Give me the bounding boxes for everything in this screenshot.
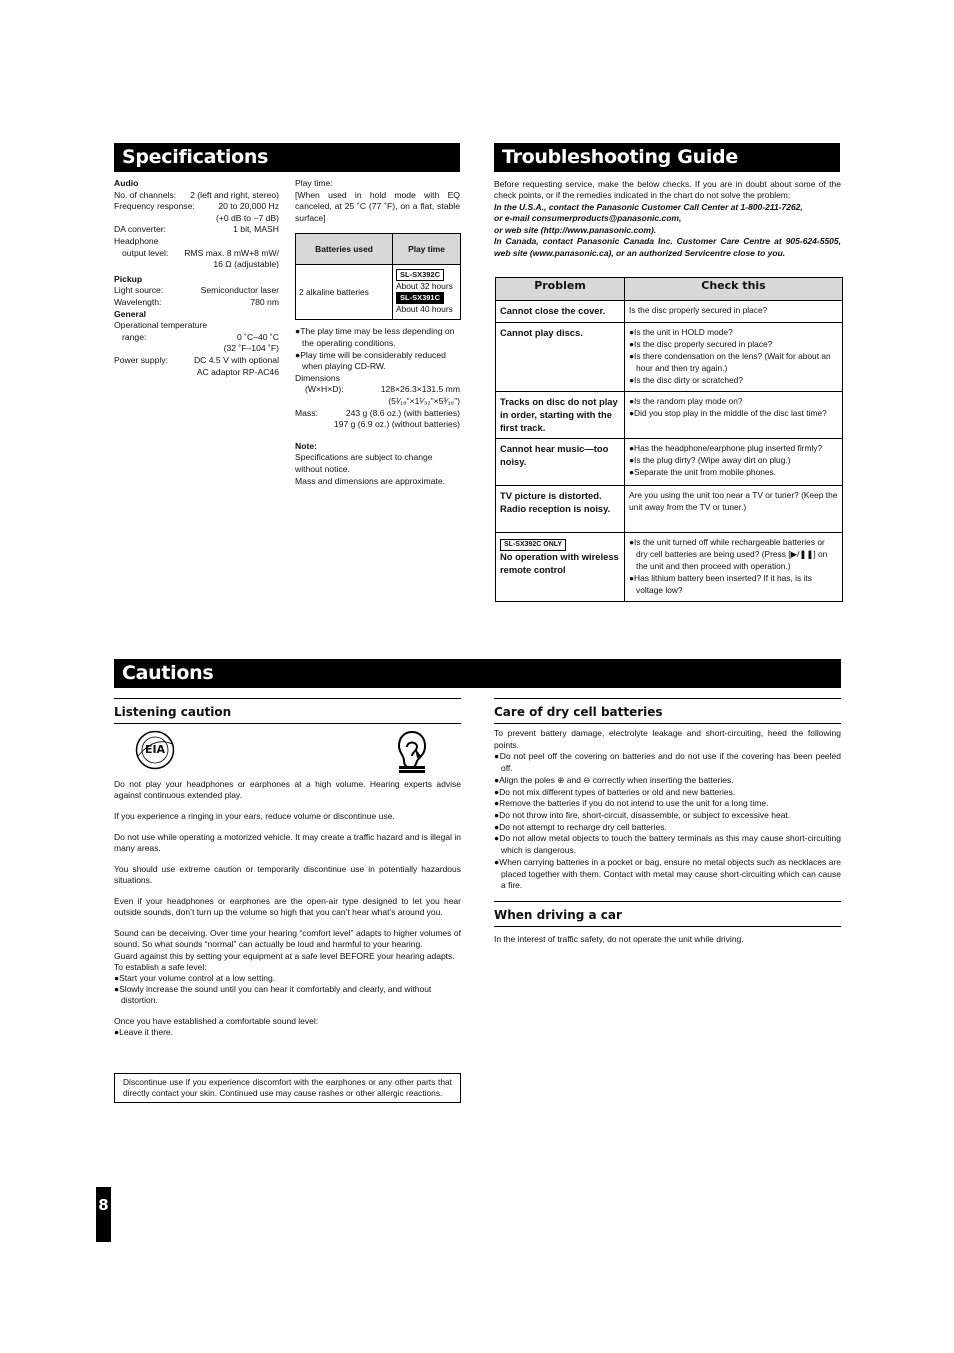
note-text: Specifications are subject to change without notice. [295,452,433,474]
check-item: ●Is the disc dirty or scratched? [629,374,743,385]
pickup-heading: Pickup [114,273,143,284]
model-label: SL-SX391C [396,292,444,304]
check-item: Are you using the unit too near a TV or tuner? (Keep the unit away from the TV or tuner.) [629,490,838,513]
model-label: SL-SX392C [396,269,444,281]
note-text: Mass and dimensions are approximate. [295,475,445,486]
spec-value: 0 ˚C–40 ˚C [236,331,279,342]
play-time-value: About 32 hours [396,281,453,292]
battery-bullet: ●Do not throw into fire, short-circuit, disassemble, or subject to excessive heat. [494,810,791,821]
spec-label: DA converter: [114,224,167,235]
table-row [496,391,843,439]
problem-cell: Cannot hear music—too noisy. [496,439,625,486]
driving-heading: When driving a car [494,901,841,927]
caution-paragraph: Even if your headphones or earphones are the open-air type designed to let you hear outside sounds, don’t turn up the volume so high that you can’t hear what’s around you. [114,896,461,918]
spec-value: 1 bit, MASH [233,224,279,235]
check-cell [625,322,843,391]
play-time-note: ●The play time may be less depending on the operating conditions. [295,326,455,348]
battery-bullet: ●Do not allow metal objects to touch the battery terminals as this may cause short-circuiting which is dangerous. [494,833,841,856]
eia-logo-icon [135,730,175,770]
problem-cell: TV picture is distorted. Radio reception is noisy. [496,486,625,533]
problem-cell [496,533,625,602]
spec-value: RMS max. 8 mW+8 mW/ [184,247,279,258]
page-number: 8 [96,1187,111,1242]
battery-bullet: ●Do not attempt to recharge dry cell batteries. [494,821,667,832]
battery-bullet: ●Align the poles ⊕ and ⊖ correctly when inserting the batteries. [494,774,734,785]
spec-value: Semiconductor laser [200,285,279,296]
note-heading: Note: [295,440,317,451]
column-header: Problem [496,278,625,301]
caution-paragraph: Once you have established a comfortable sound level: [114,1015,319,1026]
problem-text: No operation with wireless remote control [500,551,619,576]
eia-logo-text: EIA [144,743,166,756]
caution-paragraph: To establish a safe level: [114,961,207,972]
check-cell [625,486,843,533]
table-cell: 2 alkaline batteries [296,265,393,320]
check-cell [625,391,843,439]
table-row [496,439,843,486]
check-item: ●Is the random play mode on? [629,395,743,406]
check-item: ●Is the disc properly secured in place? [629,338,773,349]
play-time-note: ●Play time will be considerably reduced when playing CD-RW. [295,349,446,372]
cautions-title: Cautions [114,659,841,688]
general-heading: General [114,308,147,319]
troubleshooting-intro [494,179,841,259]
caution-paragraph: If you experience a ringing in your ears, reduce volume or discontinue use. [114,811,395,822]
spec-value: (+0 dB to −7 dB) [215,212,279,223]
caution-paragraph: Do not use while operating a motorized vehicle. It may create a traffic hazard and is illegal in many areas. [114,832,461,854]
caution-bullet: ●Leave it there. [114,1026,174,1037]
battery-bullet: ●Do not mix different types of batteries or old and new batteries. [494,786,736,797]
table-row [496,533,843,602]
table-header: Batteries used [296,234,393,265]
spec-value: DC 4.5 V with optional [193,354,279,365]
skin-discomfort-box: Discontinue use if you experience discomfort with the earphones or any other parts that directly contact your skin. Continued use may cause rashes or other allergic reactions. [114,1073,461,1103]
caution-bullet: ●Slowly increase the sound until you can hear it comfortably and clearly, and without distortion. [114,983,432,1005]
spec-label: Operational temperature [114,320,208,331]
check-item: ●Is there condensation on the lens? (Wait for about an hour and then try again.) [629,350,831,373]
spec-value: 780 nm [250,296,279,307]
check-item: ●Has lithium battery been inserted? If it has, is its voltage low? [629,573,812,596]
spec-left-column [114,178,279,378]
spec-value: 243 g (8.6 oz.) (with batteries) [345,407,460,418]
check-item: ●Is the plug dirty? (Wipe away dirt on plug.) [629,455,791,466]
usa-contact: or e-mail consumerproducts@panasonic.com, [494,213,682,224]
usa-contact: or web site (http://www.panasonic.com). [494,224,657,235]
usa-contact: In the U.S.A., contact the Panasonic Customer Call Center at 1-800-211-7262, [494,201,803,212]
check-item: ●Has the headphone/earphone plug inserted firmly? [629,443,823,454]
canada-contact: In Canada, contact Panasonic Canada Inc. Customer Care Centre at 905-624-5505, web site (www.panasonic.ca), or an authorized Servicentre close to you. [494,236,841,258]
spec-value: (5¹⁄₁₆"×1¹⁄₃₂"×5³⁄₁₆") [388,395,460,406]
play-time-conditions: [When used in hold mode with EQ canceled, at 25 ˚C (77 ˚F), on a flat, stable surface] [295,189,460,223]
table-row [496,486,843,533]
check-item: ●Did you stop play in the middle of the disc last time? [629,407,827,418]
problem-cell: Tracks on disc do not play in order, starting with the first track. [496,391,625,439]
table-row [496,322,843,391]
spec-label: (W×H×D): [305,384,344,395]
caution-paragraph: Guard against this by setting your equipment at a safe level BEFORE your hearing adapts. [114,950,455,961]
spec-label: No. of channels: [114,189,177,200]
table-row [496,301,843,323]
check-cell [625,301,843,323]
play-time-value: About 40 hours [396,304,453,315]
spec-value: (32 ˚F–104 ˚F) [223,343,279,354]
check-item: ●Is the unit turned off while rechargeable batteries or dry cell batteries are being used? (Press [▶/❚❚] on the unit and then proceed with operation.) [629,537,828,572]
spec-label: Mass: [295,407,318,418]
battery-bullet: ●Remove the batteries if you do not intend to use the unit for a long time. [494,798,769,809]
spec-value: AC adaptor RP-AC46 [196,366,279,377]
caution-bullet: ●Start your volume control at a low setting. [114,972,276,983]
listening-caution-text [114,779,461,1038]
check-cell [625,439,843,486]
model-label: SL-SX392C ONLY [500,539,566,551]
spec-label: Power supply: [114,354,168,365]
spec-label: output level: [122,247,169,258]
spec-value: 197 g (6.9 oz.) (without batteries) [333,419,460,430]
problem-cell: Cannot play discs. [496,322,625,391]
spec-right-column [295,178,460,487]
hearing-logo-icon [395,730,429,776]
spec-label: Wavelength: [114,296,162,307]
spec-value: 128×26.3×131.5 mm [380,384,460,395]
problem-cell: Cannot close the cover. [496,301,625,323]
check-item: ●Separate the unit from mobile phones. [629,467,777,478]
battery-bullet: ●Do not peel off the covering on batteries and do not use if the covering has been peeled off. [494,751,841,774]
play-time-label: Play time: [295,178,333,188]
troubleshooting-table [495,277,843,602]
spec-label: range: [122,331,147,342]
spec-label: Light source: [114,285,164,296]
check-cell [625,533,843,602]
dimensions-label: Dimensions [295,372,340,383]
spec-value: 2 (left and right, stereo) [190,189,279,200]
spec-value: 16 Ω (adjustable) [213,259,279,270]
audio-heading: Audio [114,178,139,188]
caution-paragraph: You should use extreme caution or temporarily discontinue use in potentially hazardous situations. [114,864,461,886]
specifications-title: Specifications [114,143,460,172]
battery-care-text [494,728,841,892]
play-time-table [295,233,461,320]
column-header: Check this [625,278,843,301]
listening-caution-heading: Listening caution [114,698,461,724]
intro-text: Before requesting service, make the below checks. If you are in doubt about some of the check points, or if the remedies indicated in the chart do not solve the problem: [494,179,841,201]
spec-label: Frequency response: [114,201,195,212]
driving-text: In the interest of traffic safety, do not operate the unit while driving. [494,934,744,944]
check-item: ●Is the unit in HOLD mode? [629,326,733,337]
spec-value: 20 to 20,000 Hz [218,201,279,212]
troubleshooting-title: Troubleshooting Guide [494,143,840,172]
caution-paragraph: Do not play your headphones or earphones at a high volume. Hearing experts advise against continuous extended play. [114,779,461,801]
battery-intro: To prevent battery damage, electrolyte leakage and short-circuiting, heed the following points. [494,728,841,750]
check-item: Is the disc properly secured in place? [629,305,768,315]
battery-bullet: ●When carrying batteries in a pocket or bag, ensure no metal objects such as necklaces are placed together with them. Contact with metal may cause short-circuiting which can cause a fire. [494,856,841,891]
caution-paragraph: Sound can be deceiving. Over time your hearing “comfort level” adapts to higher volumes of sound. So what sounds “normal” can actually be loud and harmful to your hearing. [114,928,461,950]
spec-label: Headphone [114,235,159,246]
table-header: Play time [393,234,461,265]
battery-care-heading: Care of dry cell batteries [494,698,841,724]
